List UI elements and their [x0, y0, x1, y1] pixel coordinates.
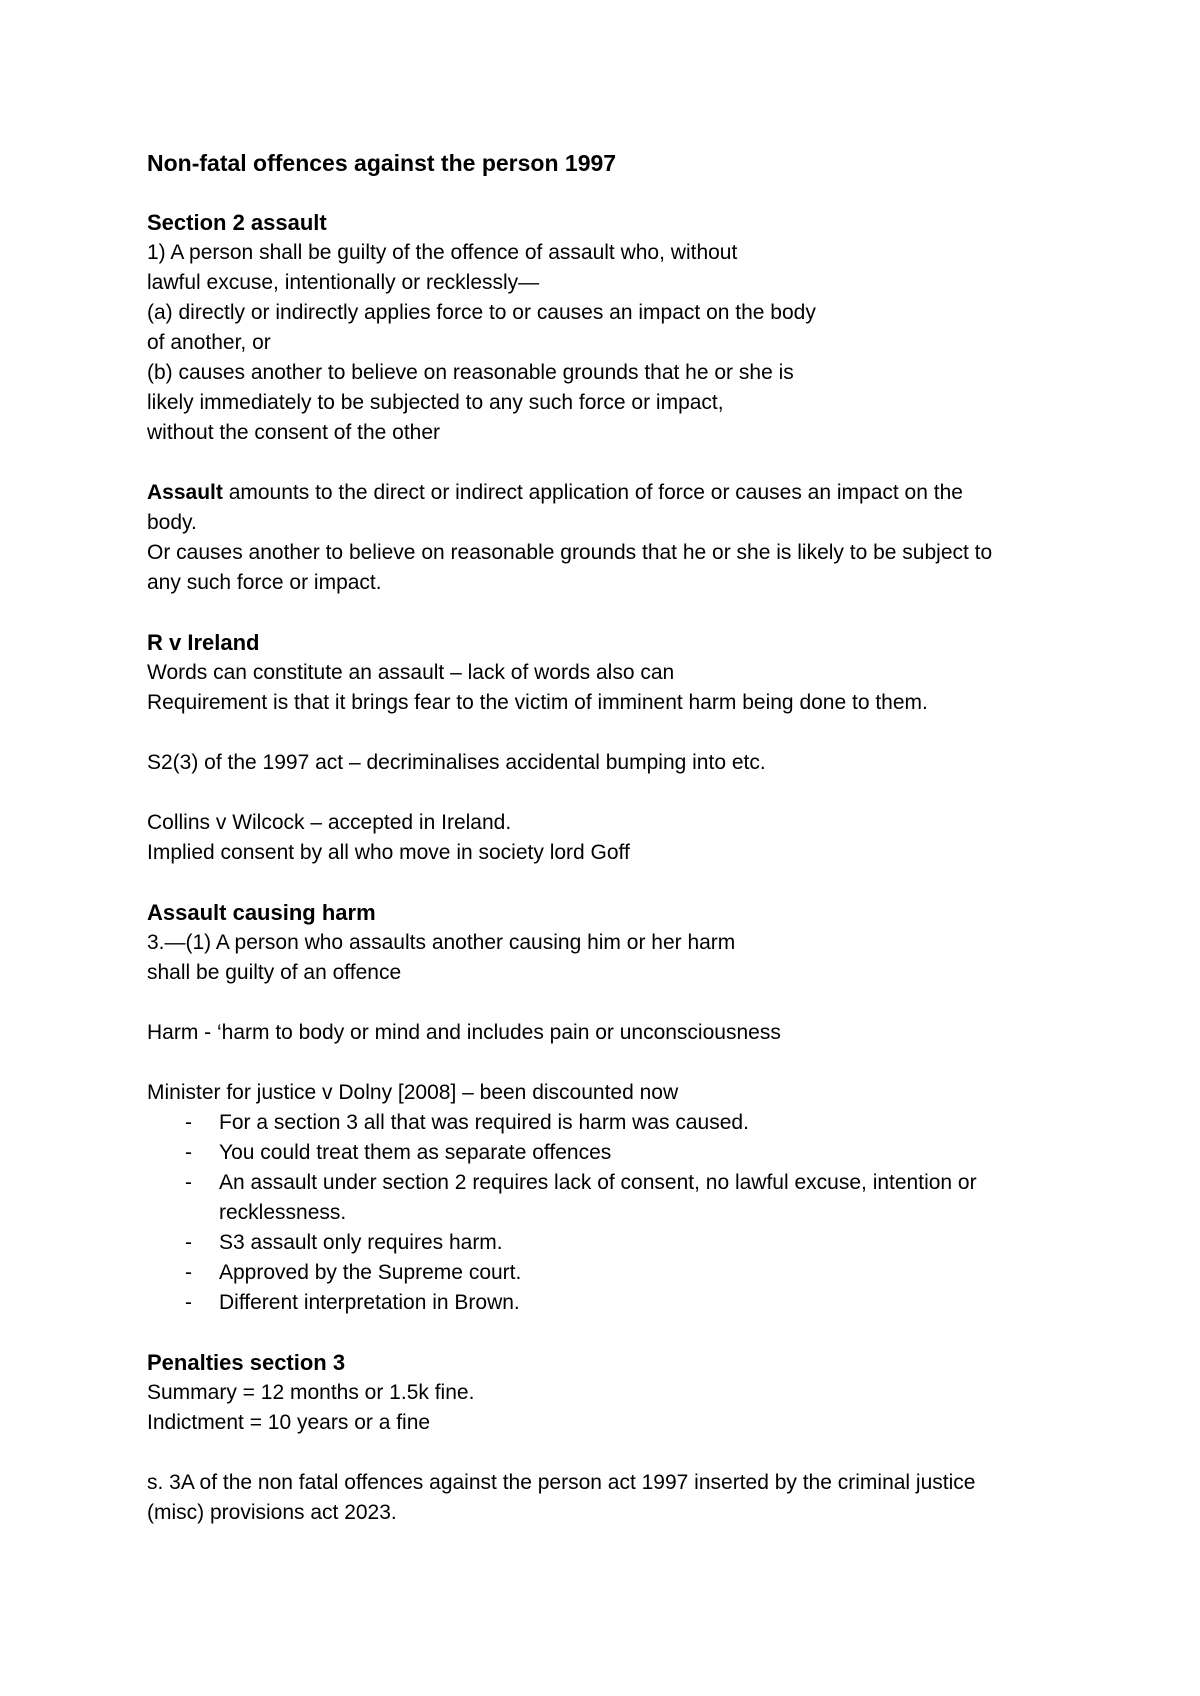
assault-causing-harm-block — [147, 898, 1077, 988]
section-2-block — [147, 208, 1077, 448]
harm-definition-line: Harm - ‘harm to body or mind and includes pain or unconsciousness — [147, 1021, 781, 1044]
assault-definition-line: Or causes another to believe on reasonable grounds that he or she is likely to be subject to — [147, 541, 993, 564]
section-2-heading: Section 2 assault — [147, 210, 327, 235]
dash-bullet: - — [185, 1141, 192, 1164]
assault-definition-block — [147, 478, 1077, 598]
penalties-line: Summary = 12 months or 1.5k fine. — [147, 1381, 475, 1404]
assault-causing-harm-line: shall be guilty of an offence — [147, 961, 402, 984]
s2-3-line: S2(3) of the 1997 act – decriminalises accidental bumping into etc. — [147, 751, 766, 774]
list-item-text: An assault under section 2 requires lack of consent, no lawful excuse, intention or recklessness. — [219, 1171, 977, 1224]
dash-bullet: - — [185, 1291, 192, 1314]
list-item-text: Approved by the Supreme court. — [219, 1261, 522, 1284]
list-item-text: For a section 3 all that was required is harm was caused. — [219, 1111, 749, 1134]
list-item — [147, 1138, 1077, 1168]
assault-definition-line: any such force or impact. — [147, 571, 382, 594]
assault-causing-harm-line: 3.—(1) A person who assaults another causing him or her harm — [147, 931, 736, 954]
dash-bullet: - — [185, 1111, 192, 1134]
list-item — [147, 1288, 1077, 1318]
penalties-heading: Penalties section 3 — [147, 1350, 346, 1375]
list-item-text: Different interpretation in Brown. — [219, 1291, 520, 1314]
collins-line: Implied consent by all who move in society lord Goff — [147, 841, 630, 864]
assault-definition-text: amounts to the direct or indirect application of force or causes an impact on the — [222, 481, 963, 504]
assault-term: Assault — [147, 481, 223, 504]
assault-causing-harm-heading: Assault causing harm — [147, 900, 376, 925]
dolny-bullet-list — [147, 1108, 1077, 1318]
dash-bullet: - — [185, 1171, 192, 1194]
r-v-ireland-block — [147, 628, 1077, 718]
s2-3-block — [147, 748, 1077, 778]
s3a-line: s. 3A of the non fatal offences against the person act 1997 inserted by the criminal justice — [147, 1471, 976, 1494]
section-2-line: 1) A person shall be guilty of the offence of assault who, without — [147, 241, 738, 264]
dolny-block — [147, 1078, 1077, 1318]
list-item-text: S3 assault only requires harm. — [219, 1231, 503, 1254]
collins-block — [147, 808, 1077, 868]
s3a-block — [147, 1468, 1077, 1528]
document-title: Non-fatal offences against the person 1997 — [147, 150, 617, 176]
r-v-ireland-heading: R v Ireland — [147, 630, 260, 655]
dash-bullet: - — [185, 1261, 192, 1284]
section-2-line: likely immediately to be subjected to any such force or impact, — [147, 391, 724, 414]
section-2-line: (a) directly or indirectly applies force to or causes an impact on the body — [147, 301, 816, 324]
list-item — [147, 1228, 1077, 1258]
section-2-line: lawful excuse, intentionally or recklessly— — [147, 271, 540, 294]
r-v-ireland-line: Words can constitute an assault – lack of words also can — [147, 661, 675, 684]
dash-bullet: - — [185, 1231, 192, 1254]
list-item-text: You could treat them as separate offences — [219, 1141, 612, 1164]
assault-definition-line — [147, 478, 1077, 508]
list-item — [147, 1258, 1077, 1288]
harm-definition-block — [147, 1018, 1077, 1048]
penalties-block — [147, 1348, 1077, 1438]
section-2-line: of another, or — [147, 331, 271, 354]
penalties-line: Indictment = 10 years or a fine — [147, 1411, 431, 1434]
list-item — [147, 1168, 1077, 1228]
section-2-line: (b) causes another to believe on reasonable grounds that he or she is — [147, 361, 794, 384]
section-2-line: without the consent of the other — [147, 421, 441, 444]
document-page — [147, 148, 1077, 1558]
assault-definition-line: body. — [147, 511, 197, 534]
collins-line: Collins v Wilcock – accepted in Ireland. — [147, 811, 512, 834]
r-v-ireland-line: Requirement is that it brings fear to the victim of imminent harm being done to them. — [147, 691, 928, 714]
list-item — [147, 1108, 1077, 1138]
s3a-line: (misc) provisions act 2023. — [147, 1501, 397, 1524]
dolny-intro: Minister for justice v Dolny [2008] – been discounted now — [147, 1081, 679, 1104]
